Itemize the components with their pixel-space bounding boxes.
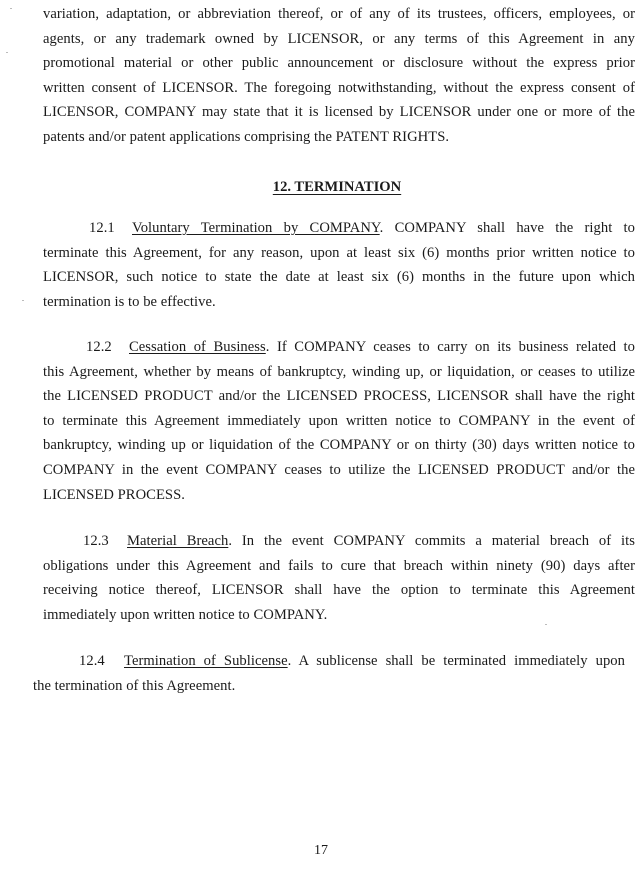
text-line: the termination of this Agreement. bbox=[33, 677, 236, 694]
scan-speck bbox=[545, 624, 547, 625]
text-line: obligations under this Agreement and fails to cure that breach within ninety (90) days after bbox=[43, 557, 635, 574]
clause-title: Material Breach bbox=[127, 533, 229, 549]
text-line: to terminate this Agreement immediately upon written notice to COMPANY in the event of bbox=[43, 412, 635, 429]
clause-12-1 bbox=[43, 216, 635, 314]
text-line: LICENSOR, such notice to state the date at least six (6) months in the future upon which bbox=[43, 269, 635, 286]
section-heading bbox=[0, 175, 642, 199]
clause-first-line bbox=[43, 335, 635, 360]
scan-speck bbox=[22, 300, 24, 301]
text-line: LICENSED PROCESS. bbox=[43, 486, 185, 503]
clause-12-3 bbox=[43, 529, 635, 627]
clause-first-line bbox=[43, 216, 635, 241]
clause-title: Cessation of Business bbox=[129, 339, 266, 355]
scan-speck bbox=[6, 52, 8, 53]
clause-text: . COMPANY shall have the right to bbox=[379, 220, 635, 236]
clause-number: 12.1 bbox=[89, 220, 115, 236]
clause-number: 12.4 bbox=[79, 653, 105, 669]
text-line: agents, or any trademark owned by LICENSOR, or any terms of this Agreement in any bbox=[43, 30, 635, 47]
page-number: 17 bbox=[314, 843, 328, 858]
text-line: terminate this Agreement, for any reason, upon at least six (6) months prior written notice to bbox=[43, 244, 635, 261]
clause-first-line bbox=[43, 529, 635, 554]
text-line: patents and/or patent applications comprising the PATENT RIGHTS. bbox=[43, 128, 450, 145]
clause-number: 12.3 bbox=[83, 533, 109, 549]
clause-12-2 bbox=[43, 335, 635, 507]
scan-speck bbox=[10, 8, 12, 9]
text-line: the LICENSED PRODUCT and/or the LICENSED PROCESS, LICENSOR shall have the right bbox=[43, 388, 635, 405]
section-heading-text: 12. TERMINATION bbox=[272, 179, 402, 195]
clause-first-line bbox=[33, 649, 625, 674]
clause-12-4 bbox=[33, 649, 625, 698]
text-line: termination is to be effective. bbox=[43, 293, 216, 310]
clause-text: . A sublicense shall be terminated immediately upon bbox=[287, 653, 625, 669]
text-line: LICENSOR, COMPANY may state that it is licensed by LICENSOR under one or more of the bbox=[43, 104, 635, 121]
intro-paragraph bbox=[43, 2, 635, 150]
clause-title: Termination of Sublicense bbox=[124, 653, 288, 669]
text-line: this Agreement, whether by means of bankruptcy, winding up, or liquidation, or ceases to utilize bbox=[43, 363, 635, 380]
text-line: variation, adaptation, or abbreviation thereof, or of any of its trustees, officers, employees, or bbox=[43, 6, 635, 22]
text-line: bankruptcy, winding up or liquidation of the COMPANY or on thirty (30) days written notice to bbox=[43, 437, 635, 454]
clause-title: Voluntary Termination by COMPANY bbox=[132, 220, 380, 236]
text-line: written consent of LICENSOR. The foregoing notwithstanding, without the express consent of bbox=[43, 79, 635, 96]
text-line: COMPANY in the event COMPANY ceases to utilize the LICENSED PRODUCT and/or the bbox=[43, 461, 635, 478]
clause-text: . If COMPANY ceases to carry on its business related to bbox=[265, 339, 635, 355]
clause-number: 12.2 bbox=[86, 339, 112, 355]
text-line: receiving notice thereof, LICENSOR shall have the option to terminate this Agreement bbox=[43, 582, 635, 599]
text-line: promotional material or other public announcement or disclosure without the express prior bbox=[43, 55, 635, 72]
clause-text: . In the event COMPANY commits a material breach of its bbox=[228, 533, 635, 549]
text-line: immediately upon written notice to COMPANY. bbox=[43, 606, 328, 623]
